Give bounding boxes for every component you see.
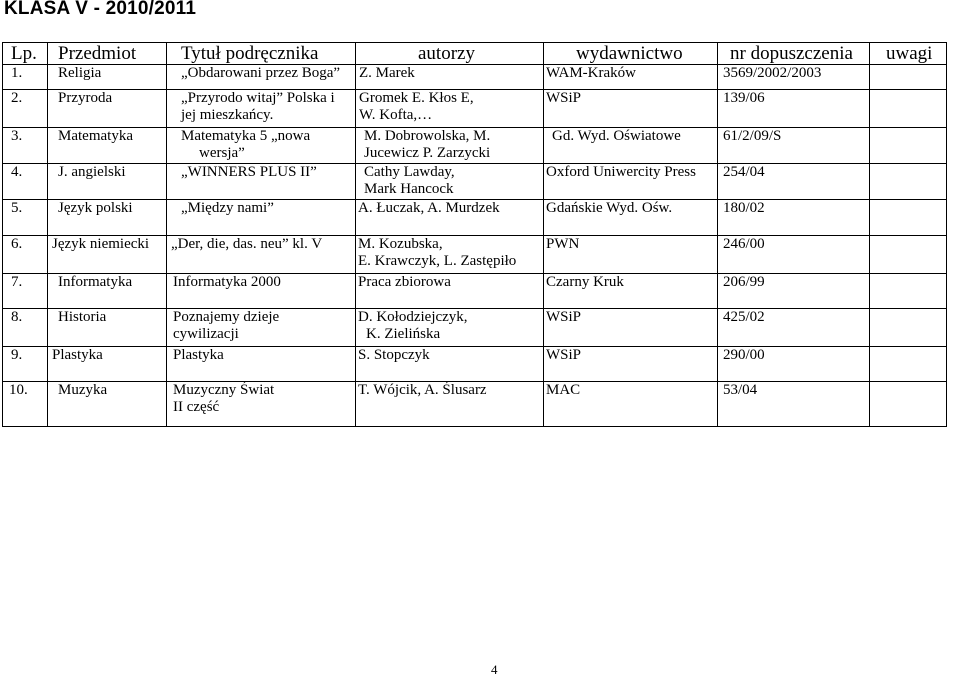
tytul-line: II część xyxy=(173,399,220,415)
cell-uwagi xyxy=(870,309,947,347)
cell-wydawnictwo: Gdańskie Wyd. Ośw. xyxy=(544,200,718,236)
header-nr: nr dopuszczenia xyxy=(718,43,870,65)
cell-lp: 8. xyxy=(3,309,48,347)
cell-przedmiot: Muzyka xyxy=(48,382,167,427)
cell-wydawnictwo: WSiP xyxy=(544,309,718,347)
cell-lp: 9. xyxy=(3,347,48,382)
autorzy-line: T. Wójcik, A. Ślusarz xyxy=(358,382,487,398)
tytul-line: jej mieszkańcy. xyxy=(181,107,274,123)
cell-nr: 246/00 xyxy=(718,236,870,274)
autorzy-line: Mark Hancock xyxy=(364,181,454,197)
autorzy-line: Z. Marek xyxy=(359,65,415,81)
cell-autorzy xyxy=(356,347,544,382)
cell-przedmiot: Język polski xyxy=(48,200,167,236)
header-wydawnictwo: wydawnictwo xyxy=(544,43,718,65)
cell-lp: 3. xyxy=(3,128,48,164)
autorzy-line: W. Kofta,… xyxy=(359,107,433,123)
cell-tytul xyxy=(167,382,356,427)
cell-przedmiot: Religia xyxy=(48,65,167,90)
tytul-line: „WINNERS PLUS II” xyxy=(181,164,317,180)
tytul-line: cywilizacji xyxy=(173,326,239,342)
cell-przedmiot: Informatyka xyxy=(48,274,167,309)
cell-nr: 254/04 xyxy=(718,164,870,200)
autorzy-line: K. Zielińska xyxy=(366,326,441,342)
cell-nr: 61/2/09/S xyxy=(718,128,870,164)
cell-lp: 10. xyxy=(3,382,48,427)
cell-lp: 4. xyxy=(3,164,48,200)
tytul-line: „Przyrodo witaj” Polska i xyxy=(181,90,335,106)
table-header-row xyxy=(3,43,947,65)
cell-wydawnictwo: Gd. Wyd. Oświatowe xyxy=(544,128,718,164)
page-title: KLASA V - 2010/2011 xyxy=(4,0,197,19)
tytul-line: Matematyka 5 „nowa xyxy=(181,128,311,144)
cell-przedmiot: Język niemiecki xyxy=(48,236,167,274)
cell-uwagi xyxy=(870,65,947,90)
table-row xyxy=(3,128,947,164)
autorzy-line: E. Krawczyk, L. Zastępiło xyxy=(358,253,517,269)
cell-wydawnictwo: WSiP xyxy=(544,347,718,382)
autorzy-line: Praca zbiorowa xyxy=(358,274,451,290)
textbook-table xyxy=(2,42,947,427)
cell-wydawnictwo: WAM-Kraków xyxy=(544,65,718,90)
cell-nr: 206/99 xyxy=(718,274,870,309)
autorzy-line: A. Łuczak, A. Murdzek xyxy=(358,200,500,216)
autorzy-line: Gromek E. Kłos E, xyxy=(359,90,474,106)
table-row xyxy=(3,200,947,236)
cell-przedmiot: Historia xyxy=(48,309,167,347)
cell-uwagi xyxy=(870,347,947,382)
cell-tytul xyxy=(167,65,356,90)
tytul-line: Poznajemy dzieje xyxy=(173,309,280,325)
cell-tytul xyxy=(167,128,356,164)
header-autorzy: autorzy xyxy=(356,43,544,65)
cell-autorzy xyxy=(356,309,544,347)
cell-autorzy xyxy=(356,90,544,128)
cell-tytul xyxy=(167,90,356,128)
autorzy-line: M. Kozubska, xyxy=(358,236,443,252)
cell-nr: 290/00 xyxy=(718,347,870,382)
tytul-line: Plastyka xyxy=(173,347,224,363)
tytul-line: „Obdarowani przez Boga” xyxy=(181,65,341,81)
cell-wydawnictwo: WSiP xyxy=(544,90,718,128)
header-tytul: Tytuł podręcznika xyxy=(167,43,356,65)
table-row xyxy=(3,382,947,427)
cell-tytul xyxy=(167,164,356,200)
table-row xyxy=(3,274,947,309)
cell-tytul xyxy=(167,309,356,347)
autorzy-line: S. Stopczyk xyxy=(358,347,430,363)
page-number: 4 xyxy=(491,662,498,677)
table-row xyxy=(3,309,947,347)
cell-lp: 7. xyxy=(3,274,48,309)
cell-wydawnictwo: MAC xyxy=(544,382,718,427)
cell-nr: 425/02 xyxy=(718,309,870,347)
cell-lp: 6. xyxy=(3,236,48,274)
table-row xyxy=(3,236,947,274)
cell-tytul xyxy=(167,274,356,309)
cell-uwagi xyxy=(870,90,947,128)
cell-wydawnictwo: Czarny Kruk xyxy=(544,274,718,309)
cell-uwagi xyxy=(870,164,947,200)
cell-uwagi xyxy=(870,128,947,164)
tytul-line: Informatyka 2000 xyxy=(173,274,281,290)
cell-autorzy xyxy=(356,164,544,200)
header-przedmiot: Przedmiot xyxy=(48,43,167,65)
cell-przedmiot: Matematyka xyxy=(48,128,167,164)
tytul-line: wersja” xyxy=(199,145,245,161)
cell-nr: 53/04 xyxy=(718,382,870,427)
cell-autorzy xyxy=(356,274,544,309)
cell-przedmiot: Przyroda xyxy=(48,90,167,128)
table-row xyxy=(3,90,947,128)
header-uwagi: uwagi xyxy=(870,43,947,65)
cell-autorzy xyxy=(356,128,544,164)
cell-przedmiot: Plastyka xyxy=(48,347,167,382)
tytul-line: „Między nami” xyxy=(181,200,274,216)
cell-przedmiot: J. angielski xyxy=(48,164,167,200)
cell-autorzy xyxy=(356,65,544,90)
cell-uwagi xyxy=(870,274,947,309)
cell-autorzy xyxy=(356,236,544,274)
cell-lp: 1. xyxy=(3,65,48,90)
cell-uwagi xyxy=(870,200,947,236)
autorzy-line: Jucewicz P. Zarzycki xyxy=(364,145,491,161)
cell-wydawnictwo: Oxford Uniwercity Press xyxy=(544,164,718,200)
cell-autorzy xyxy=(356,382,544,427)
cell-nr: 3569/2002/2003 xyxy=(718,65,870,90)
cell-uwagi xyxy=(870,382,947,427)
autorzy-line: D. Kołodziejczyk, xyxy=(358,309,468,325)
cell-tytul xyxy=(167,347,356,382)
tytul-line: „Der, die, das. neu” kl. V xyxy=(171,236,323,252)
tytul-line: Muzyczny Świat xyxy=(173,382,275,398)
cell-uwagi xyxy=(870,236,947,274)
header-lp: Lp. xyxy=(3,43,48,65)
cell-autorzy xyxy=(356,200,544,236)
cell-lp: 2. xyxy=(3,90,48,128)
cell-tytul xyxy=(167,236,356,274)
table-row xyxy=(3,65,947,90)
cell-lp: 5. xyxy=(3,200,48,236)
cell-wydawnictwo: PWN xyxy=(544,236,718,274)
table-row xyxy=(3,347,947,382)
cell-nr: 180/02 xyxy=(718,200,870,236)
cell-tytul xyxy=(167,200,356,236)
cell-nr: 139/06 xyxy=(718,90,870,128)
autorzy-line: Cathy Lawday, xyxy=(364,164,455,180)
autorzy-line: M. Dobrowolska, M. xyxy=(364,128,491,144)
table-row xyxy=(3,164,947,200)
